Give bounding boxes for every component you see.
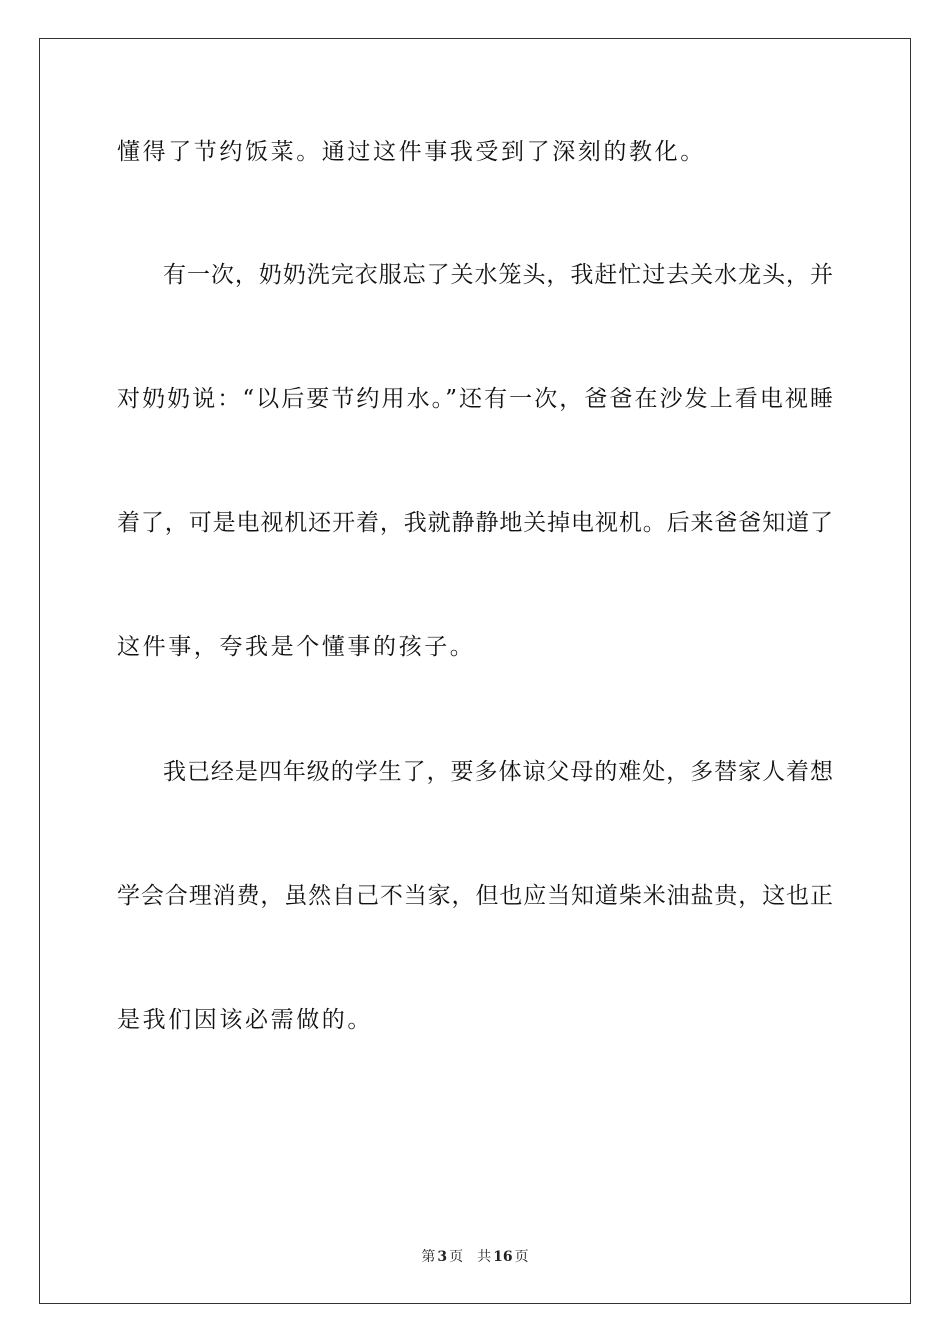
text-line: 是我们因该必需做的。 [117, 1007, 373, 1033]
text-line: 这件事，夸我是个懂事的孩子。 [117, 634, 476, 660]
total-suffix: 页 [514, 1249, 529, 1265]
text-line: 懂得了节约饭菜。通过这件事我受到了深刻的教化。 [117, 139, 706, 165]
text-line: 有一次，奶奶洗完衣服忘了关水笼头，我赶忙过去关水龙头，并 [163, 262, 833, 288]
text-line: 着了，可是电视机还开着，我就静静地关掉电视机。后来爸爸知道了 [117, 510, 833, 536]
text-line: 我已经是四年级的学生了，要多体谅父母的难处，多替家人着想 [163, 759, 833, 785]
page-frame [39, 38, 911, 1304]
page-number: 3 [437, 1249, 448, 1265]
text-line: 学会合理消费，虽然自己不当家，但也应当知道柴米油盐贵，这也正 [117, 883, 833, 909]
page-footer [0, 1247, 950, 1267]
page-prefix: 第 [421, 1249, 436, 1265]
text-line: 对奶奶说：“以后要节约用水。”还有一次，爸爸在沙发上看电视睡 [117, 386, 833, 412]
page-suffix: 页 [449, 1249, 464, 1265]
total-pages: 16 [493, 1249, 513, 1265]
total-prefix: 共 [477, 1249, 492, 1265]
